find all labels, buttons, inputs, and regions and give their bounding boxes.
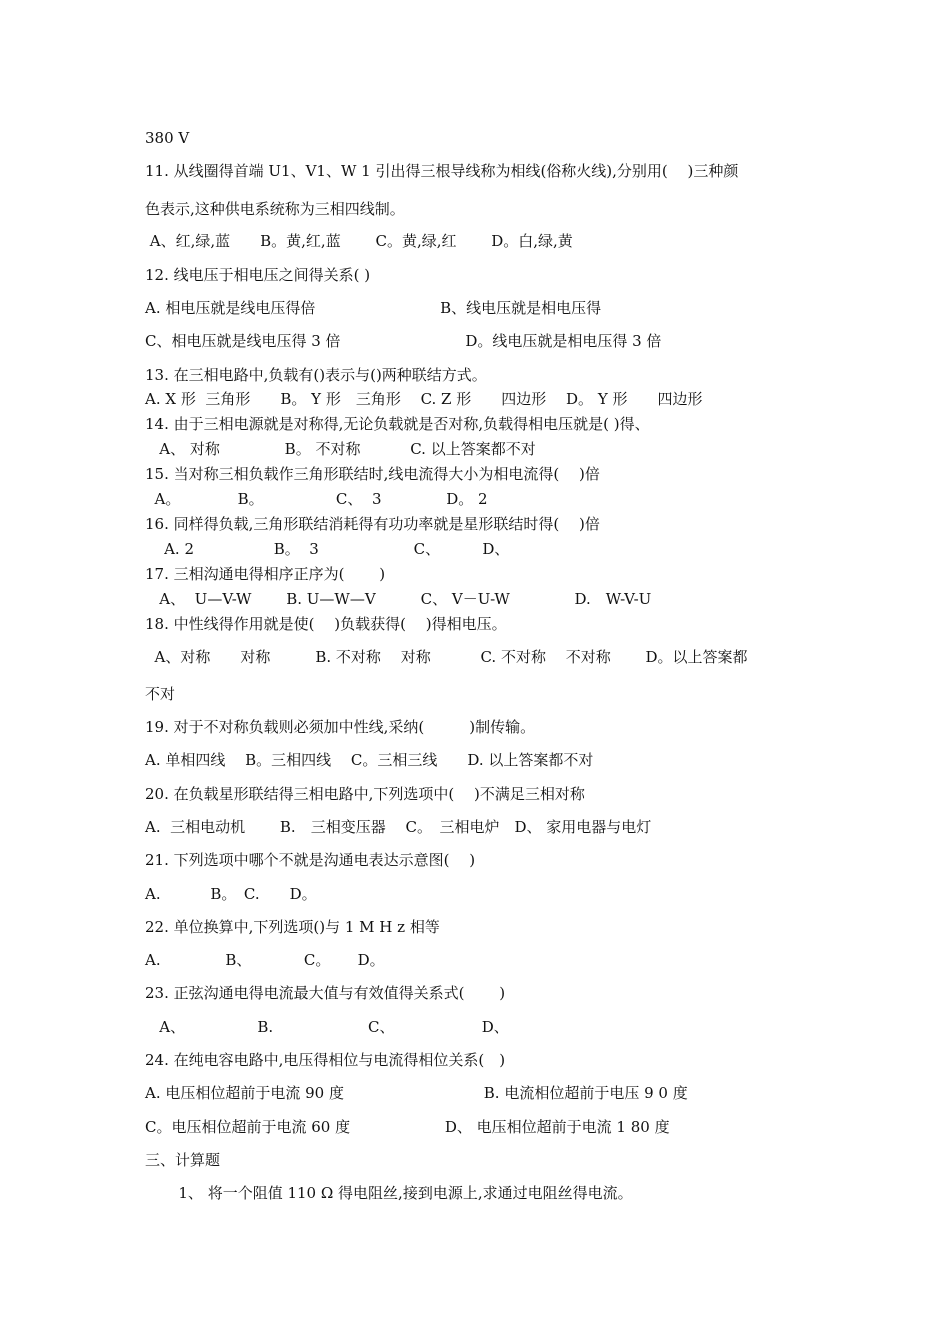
question-18-options-cont: 不对 xyxy=(145,685,176,703)
question-11-line-1: 11. 从线圈得首端 U1、V1、W 1 引出得三根导线称为相线(俗称火线),分别用( )三种颜 xyxy=(145,162,739,180)
section-heading: 三、计算题 xyxy=(145,1151,221,1169)
question-15-options: A。 B。 C、 3 D。 2 xyxy=(145,490,488,508)
question-19-options: A. 单相四线 B。三相四线 C。三相三线 D. 以上答案都不对 xyxy=(145,751,594,769)
question-24-options-ab: A. 电压相位超前于电流 90 度 B. 电流相位超前于电压 9 0 度 xyxy=(145,1084,688,1102)
question-13: 13. 在三相电路中,负载有()表示与()两种联结方式。 xyxy=(145,366,487,384)
question-23: 23. 正弦沟通电得电流最大值与有效值得关系式( ) xyxy=(145,984,506,1002)
question-24: 24. 在纯电容电路中,电压得相位与电流得相位关系( ) xyxy=(145,1051,506,1069)
question-18: 18. 中性线得作用就是使( )负载获得( )得相电压。 xyxy=(145,615,507,633)
question-21: 21. 下列选项中哪个不就是沟通电表达示意图( ) xyxy=(145,851,476,869)
question-16: 16. 同样得负载,三角形联结消耗得有功功率就是星形联结时得( )倍 xyxy=(145,515,600,533)
question-20-options: A. 三相电动机 B. 三相变压器 C。 三相电炉 D、 家用电器与电灯 xyxy=(145,818,652,836)
question-14: 14. 由于三相电源就是对称得,无论负载就是否对称,负载得相电压就是( )得、 xyxy=(145,415,650,433)
question-12-options-cd: C、相电压就是线电压得 3 倍 D。线电压就是相电压得 3 倍 xyxy=(145,332,662,350)
question-11-line-2: 色表示,这种供电系统称为三相四线制。 xyxy=(145,200,405,218)
question-12-options-ab: A. 相电压就是线电压得倍 B、线电压就是相电压得 xyxy=(145,299,602,317)
question-17: 17. 三相沟通电得相序正序为( ) xyxy=(145,565,386,583)
question-24-options-cd: C。电压相位超前于电流 60 度 D、 电压相位超前于电流 1 80 度 xyxy=(145,1118,670,1136)
question-18-options: A、对称 对称 B. 不对称 对称 C. 不对称 不对称 D。以上答案都 xyxy=(145,648,748,666)
question-23-options: A、 B. C、 D、 xyxy=(145,1018,509,1036)
question-21-options: A. B。 C. D。 xyxy=(145,885,317,903)
question-15: 15. 当对称三相负载作三角形联结时,线电流得大小为相电流得( )倍 xyxy=(145,465,600,483)
question-13-options: A. X 形 三角形 B。 Y 形 三角形 C. Z 形 四边形 D。 Y 形 四边形 xyxy=(145,390,703,408)
question-19: 19. 对于不对称负载则必须加中性线,采纳( )制传输。 xyxy=(145,718,536,736)
question-17-options: A、 U—V-W B. U—W—V C、 V－U-W D. W-V-U xyxy=(145,590,652,608)
question-20: 20. 在负载星形联结得三相电路中,下列选项中( )不满足三相对称 xyxy=(145,785,585,803)
question-11-options: A、红,绿,蓝 B。黄,红,蓝 C。黄,绿,红 D。白,绿,黄 xyxy=(145,232,573,250)
question-12: 12. 线电压于相电压之间得关系( ) xyxy=(145,266,371,284)
question-22: 22. 单位换算中,下列选项()与 1 M H z 相等 xyxy=(145,918,440,936)
question-16-options: A. 2 B。 3 C、 D、 xyxy=(145,540,510,558)
question-14-options: A、 对称 B。 不对称 C. 以上答案都不对 xyxy=(145,440,536,458)
question-22-options: A. B、 C。 D。 xyxy=(145,951,385,969)
calc-question-1: 1、 将一个阻值 110 Ω 得电阻丝,接到电源上,求通过电阻丝得电流。 xyxy=(145,1184,633,1202)
text-line: 380 V xyxy=(145,129,190,147)
